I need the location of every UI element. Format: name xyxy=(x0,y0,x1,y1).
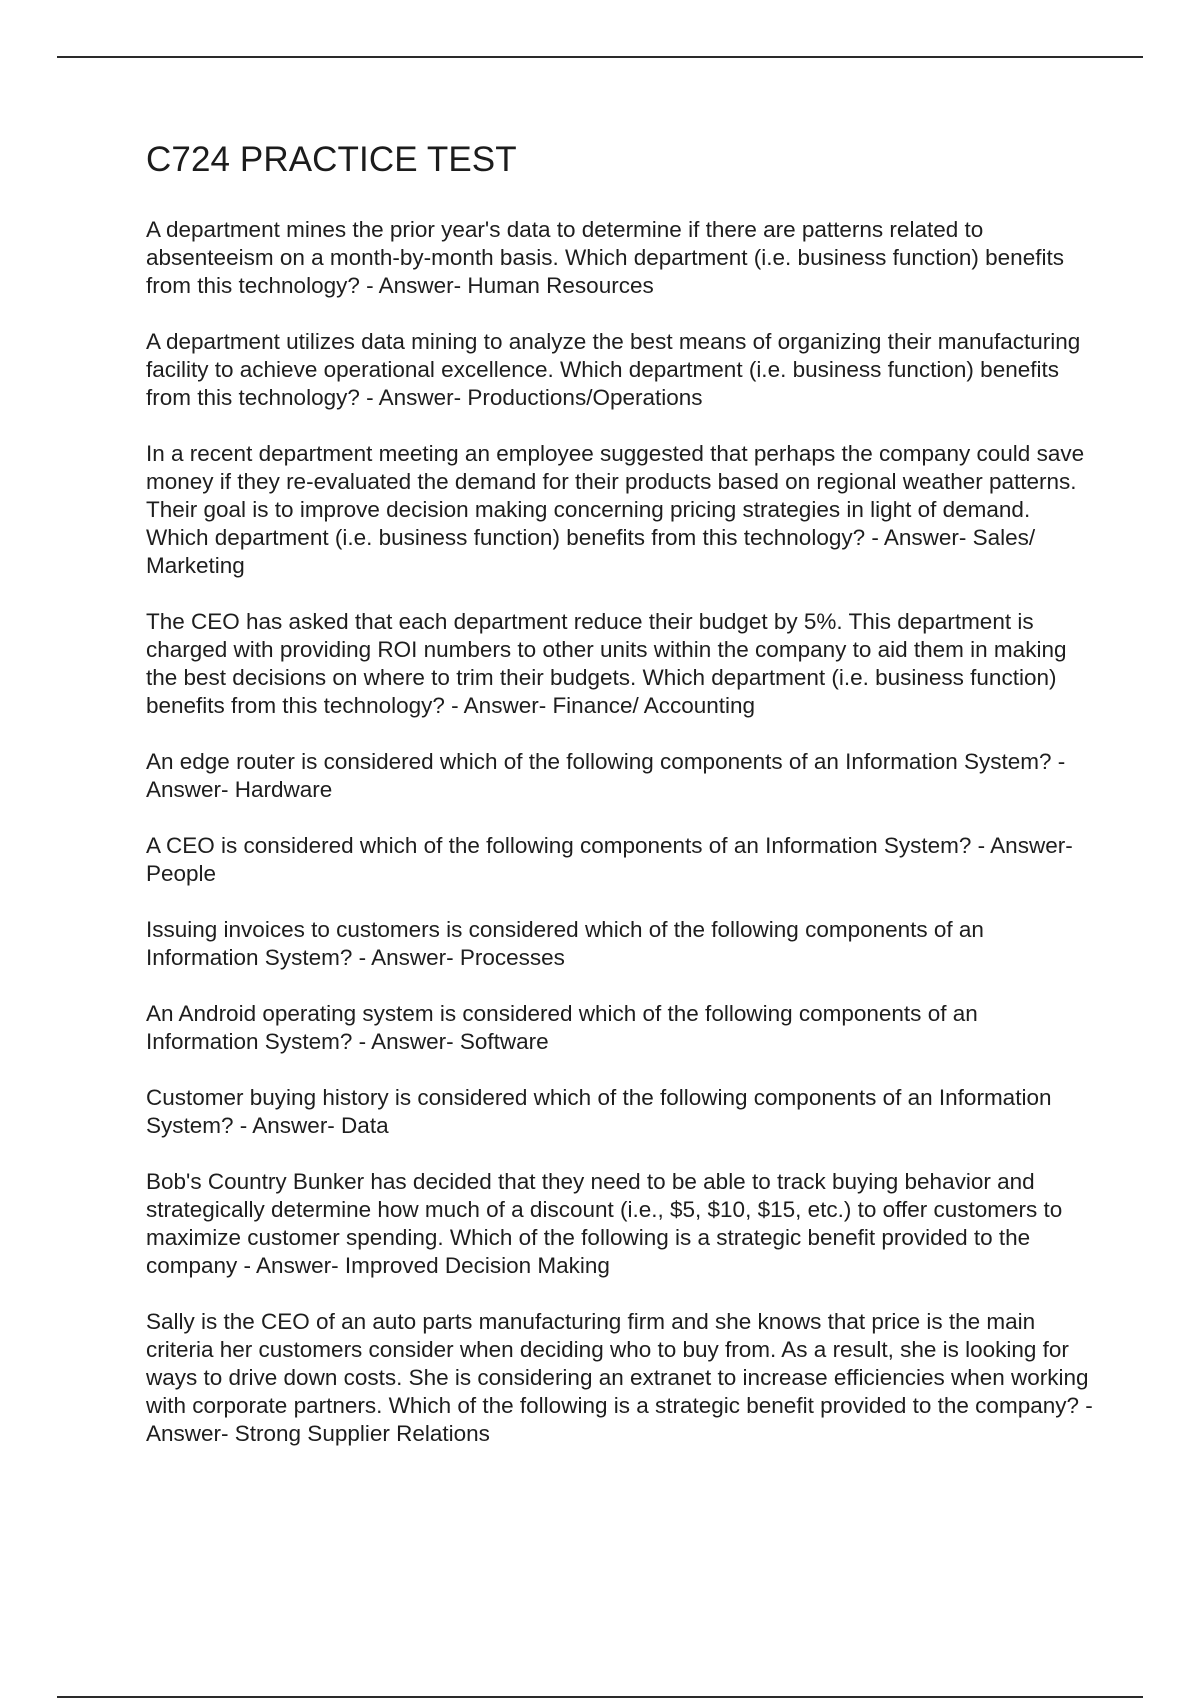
qa-item: Issuing invoices to customers is considered which of the following components of an Information System? - Answer- Processes xyxy=(146,917,984,970)
qa-item: A CEO is considered which of the following components of an Information System? - Answer- People xyxy=(146,833,1073,886)
document-body xyxy=(146,140,1094,1476)
qa-item: An Android operating system is considered which of the following components of an Information System? - Answer- Software xyxy=(146,1001,978,1054)
page-title: C724 PRACTICE TEST xyxy=(146,140,517,179)
footer-rule xyxy=(57,1696,1143,1698)
qa-item: An edge router is considered which of the following components of an Information System? - Answer- Hardware xyxy=(146,749,1066,802)
qa-item: Sally is the CEO of an auto parts manufacturing firm and she knows that price is the main criteria her customers consider when deciding who to buy from. As a result, she is looking for ways to drive down costs. She is considering an extranet to increase efficiencies when working with corporate partners. Which of the following is a strategic benefit provided to the company? - Answer- Strong Supplier Relations xyxy=(146,1309,1093,1446)
qa-item: Customer buying history is considered which of the following components of an Information System? - Answer- Data xyxy=(146,1085,1052,1138)
qa-item: A department mines the prior year's data to determine if there are patterns related to absenteeism on a month-by-month basis. Which department (i.e. business function) benefits from this technology? - Answer- Human Resources xyxy=(146,217,1064,298)
qa-item: The CEO has asked that each department reduce their budget by 5%. This department is charged with providing ROI numbers to other units within the company to aid them in making the best decisions on where to trim their budgets. Which department (i.e. business function) benefits from this technology? - Answer- Finance/ Accounting xyxy=(146,609,1067,718)
qa-item: Bob's Country Bunker has decided that they need to be able to track buying behavior and strategically determine how much of a discount (i.e., $5, $10, $15, etc.) to offer customers to maximize customer spending. Which of the following is a strategic benefit provided to the company - Answer- Improved Decision Making xyxy=(146,1169,1063,1278)
header-rule xyxy=(57,56,1143,58)
qa-item: In a recent department meeting an employee suggested that perhaps the company could save money if they re-evaluated the demand for their products based on regional weather patterns. Their goal is to improve decision making concerning pricing strategies in light of demand. Which department (i.e. business function) benefits from this technology? - Answer- Sales/ Marketing xyxy=(146,441,1085,578)
qa-item: A department utilizes data mining to analyze the best means of organizing their manufacturing facility to achieve operational excellence. Which department (i.e. business function) benefits from this technology? - Answer- Productions/Operations xyxy=(146,329,1081,410)
